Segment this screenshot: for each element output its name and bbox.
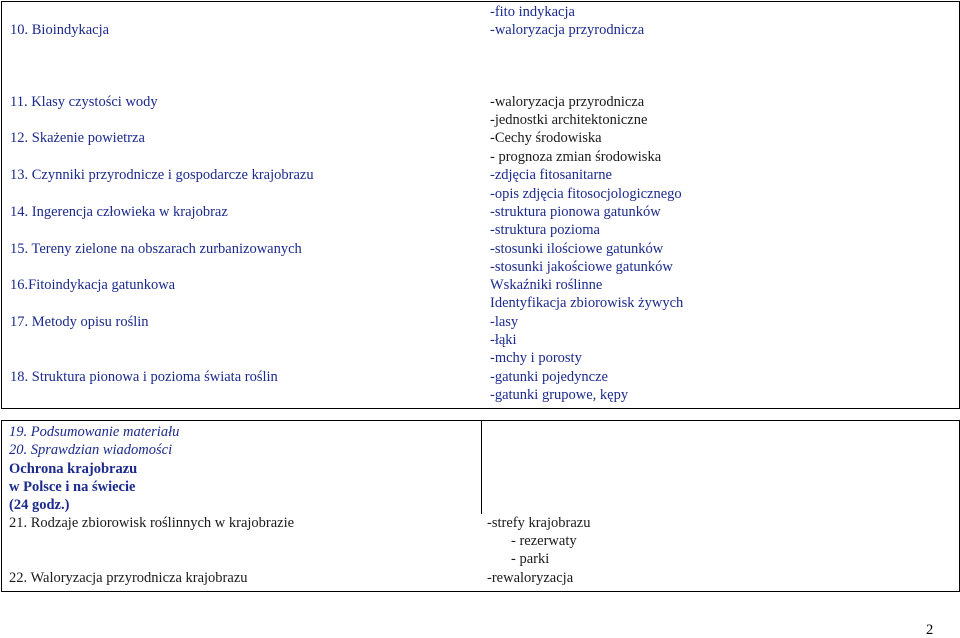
row-18-left: 18. Struktura pionowa i pozioma świata roślin bbox=[10, 369, 278, 385]
section-heading-1: Ochrona krajobrazu bbox=[9, 461, 138, 477]
row-21-right-2: - rezerwaty bbox=[511, 533, 577, 549]
row-16-left: 16.Fitoindykacja gatunkowa bbox=[10, 277, 176, 293]
row-16-right-2: Identyfikacja zbiorowisk żywych bbox=[490, 295, 684, 311]
row-11-right-1: -waloryzacja przyrodnicza bbox=[490, 94, 645, 110]
row-17-left: 17. Metody opisu roślin bbox=[10, 314, 149, 330]
row-21-right-1: -strefy krajobrazu bbox=[487, 515, 591, 531]
row-13-right-1: -zdjęcia fitosanitarne bbox=[490, 167, 612, 183]
lower-table-divider bbox=[481, 420, 482, 514]
row-16-right-1: Wskaźniki roślinne bbox=[490, 277, 603, 293]
row-14-right-2: -struktura pozioma bbox=[490, 222, 600, 238]
row-22-right-1: -rewaloryzacja bbox=[487, 570, 574, 586]
section-heading-2: w Polsce i na świecie bbox=[9, 479, 136, 495]
row-10-right-1: -fito indykacja bbox=[490, 4, 575, 20]
row-15-right-1: -stosunki ilościowe gatunków bbox=[490, 241, 664, 257]
row-21-right-3: - parki bbox=[511, 551, 550, 567]
row-11-left: 11. Klasy czystości wody bbox=[10, 94, 158, 110]
row-18-right-2: -gatunki grupowe, kępy bbox=[490, 387, 629, 403]
row-13-left: 13. Czynniki przyrodnicze i gospodarcze krajobrazu bbox=[10, 167, 314, 183]
row-15-left: 15. Tereny zielone na obszarach zurbanizowanych bbox=[10, 241, 302, 257]
row-13-right-2: -opis zdjęcia fitosocjologicznego bbox=[490, 186, 682, 202]
row-10-left: 10. Bioindykacja bbox=[10, 22, 110, 38]
row-15-right-2: -stosunki jakościowe gatunków bbox=[490, 259, 673, 275]
row-22-left: 22. Waloryzacja przyrodnicza krajobrazu bbox=[9, 570, 248, 586]
row-14-right-1: -struktura pionowa gatunków bbox=[490, 204, 661, 220]
row-17-right-2: -łąki bbox=[490, 332, 517, 348]
section-heading-3: (24 godz.) bbox=[9, 497, 70, 513]
row-12-left: 12. Skażenie powietrza bbox=[10, 130, 145, 146]
row-17-right-1: -lasy bbox=[490, 314, 519, 330]
row-21-left: 21. Rodzaje zbiorowisk roślinnych w krajobrazie bbox=[9, 515, 295, 531]
row-12-right-1: -Cechy środowiska bbox=[490, 130, 602, 146]
row-11-right-2: -jednostki architektoniczne bbox=[490, 112, 648, 128]
row-18-right-1: -gatunki pojedyncze bbox=[490, 369, 608, 385]
row-10-right-2: -waloryzacja przyrodnicza bbox=[490, 22, 645, 38]
row-14-left: 14. Ingerencja człowieka w krajobraz bbox=[10, 204, 228, 220]
summary-item-19: 19. Podsumowanie materiału bbox=[9, 424, 180, 440]
row-17-right-3: -mchy i porosty bbox=[490, 350, 582, 366]
summary-item-20: 20. Sprawdzian wiadomości bbox=[9, 442, 173, 458]
page-number: 2 bbox=[926, 622, 934, 638]
row-12-right-2: - prognoza zmian środowiska bbox=[490, 149, 662, 165]
